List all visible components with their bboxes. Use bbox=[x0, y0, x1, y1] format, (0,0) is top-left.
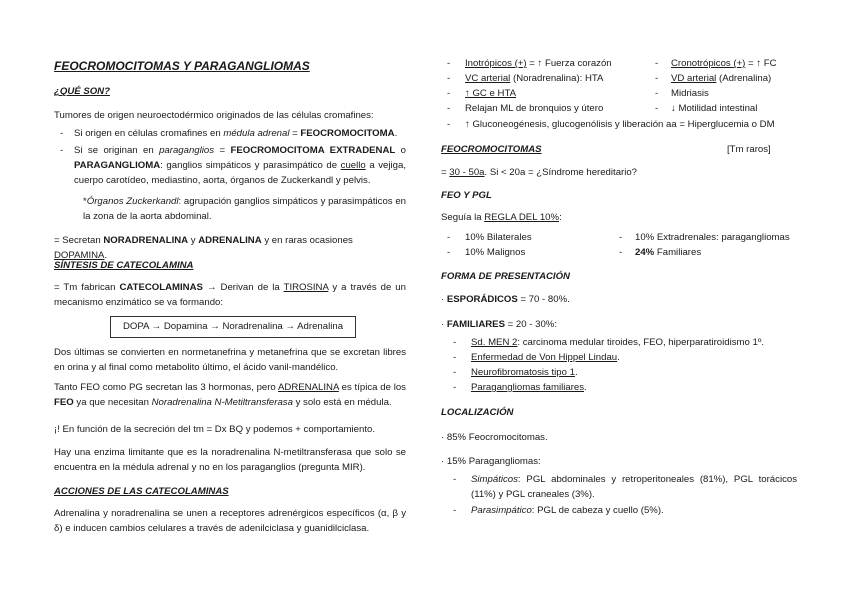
heading-forma-presentacion: FORMA DE PRESENTACIÓN bbox=[441, 271, 570, 282]
loc-feocromocitomas: · 85% Feocromocitomas. bbox=[441, 432, 548, 443]
heading-localizacion: LOCALIZACIÓN bbox=[441, 407, 514, 418]
heading-acciones: ACCIONES DE LAS CATECOLAMINAS bbox=[54, 486, 229, 497]
familiar-von-hippel: Enfermedad de Von Hippel Lindau. bbox=[471, 352, 620, 363]
bullet-dash: - bbox=[60, 128, 64, 139]
bullet-dash: - bbox=[447, 232, 451, 243]
esporadicos-text: · ESPORÁDICOS = 70 - 80%. bbox=[441, 294, 570, 305]
regla-bilaterales: 10% Bilaterales bbox=[465, 232, 532, 243]
document-title: FEOCROMOCITOMAS Y PARAGANGLIOMAS bbox=[54, 59, 310, 73]
bullet-dash: - bbox=[453, 367, 457, 378]
parasimpatico-text: Parasimpático: PGL de cabeza y cuello (5%). bbox=[471, 505, 664, 516]
paragraph-funcion: ¡! En función de la secreción del tm = Dx BQ y podemos + comportamiento. bbox=[54, 424, 376, 435]
bullet-dash: - bbox=[619, 247, 623, 258]
bullet-dash: - bbox=[655, 58, 659, 69]
edad-text: = 30 - 50a. Si < 20a = ¿Síndrome hereditario? bbox=[441, 167, 638, 178]
bullet-dash: - bbox=[453, 352, 457, 363]
bullet-paraganglioma bbox=[54, 144, 406, 189]
action-motilidad: ↓ Motilidad intestinal bbox=[671, 103, 758, 114]
familiar-men2: Sd. MEN 2: carcinoma medular tiroides, FEO, hiperparatiroidismo 1º. bbox=[471, 337, 765, 348]
simpaticos-text: Simpáticos: PGL abdominales y retroperitoneales (81%), PGL torácicos (11%) y PGL craneales (3%). bbox=[471, 474, 797, 500]
bullet-dash: - bbox=[655, 103, 659, 114]
familiar-nf1: Neurofibromatosis tipo 1. bbox=[471, 367, 578, 378]
familiares-text: · FAMILIARES = 20 - 30%: bbox=[441, 319, 557, 330]
action-midriasis: Midriasis bbox=[671, 88, 709, 99]
bullet-dash: - bbox=[447, 103, 451, 114]
bullet-dash: - bbox=[619, 232, 623, 243]
action-vc-arterial: VC arterial (Noradrenalina): HTA bbox=[465, 73, 604, 84]
intro-text: Tumores de origen neuroectodérmico originados de las células cromafines: bbox=[54, 110, 374, 121]
bullet-dash: - bbox=[60, 145, 64, 156]
regla-text: Seguía la REGLA DEL 10%: bbox=[441, 212, 562, 223]
bullet-text: Si se originan en paraganglios = FEOCROMOCITOMA EXTRADENAL o PARAGANGLIOMA: ganglios simpáticos y parasimpático de cuello a vejiga, cuerpo carotídeo, mediastino, aorta, órganos de Zuckerkandl y pelvis. bbox=[74, 145, 406, 186]
bullet-dash: - bbox=[655, 73, 659, 84]
heading-que-son: ¿QUÉ SON? bbox=[54, 86, 110, 97]
bullet-dash: - bbox=[453, 474, 457, 485]
bullet-feocromocitoma bbox=[54, 127, 406, 142]
bullet-dash: - bbox=[655, 88, 659, 99]
paragraph-acciones: Adrenalina y noradrenalina se unen a receptores adrenérgicos específicos (α, β y δ) e inducen cambios celulares a través de adenilciclasa y guanidilciclasa. bbox=[54, 508, 406, 534]
bullet-dash: - bbox=[447, 119, 451, 130]
paragraph-adrenalina-feo: Tanto FEO como PG secretan las 3 hormonas, pero ADRENALINA es típica de los FEO ya que necesitan Noradrenalina N-Metiltransferasa y solo está en médula. bbox=[54, 382, 406, 408]
note-text: *Órganos Zuckerkandl: agrupación ganglios simpáticos y parasimpáticos en la zona de la aorta abdominal. bbox=[83, 196, 406, 222]
action-vd-arterial: VD arterial (Adrenalina) bbox=[671, 73, 772, 84]
bullet-dash: - bbox=[453, 337, 457, 348]
action-cronotropicos: Cronotrópicos (+) = ↑ FC bbox=[671, 58, 777, 69]
heading-feo-pgl: FEO Y PGL bbox=[441, 190, 492, 201]
bullet-dash: - bbox=[453, 505, 457, 516]
regla-malignos: 10% Malignos bbox=[465, 247, 526, 258]
bullet-dash: - bbox=[447, 58, 451, 69]
action-gluconeogenesis: ↑ Gluconeogénesis, glucogenólisis y liberación aa = Hiperglucemia o DM bbox=[465, 119, 775, 130]
action-inotropicos: Inotrópicos (+) = ↑ Fuerza corazón bbox=[465, 58, 612, 69]
synthesis-pathway-box: DOPA → Dopamina → Noradrenalina → Adrenalina bbox=[110, 316, 356, 338]
sintesis-text: = Tm fabrican CATECOLAMINAS → Derivan de la TIROSINA y a través de un mecanismo enzimático se va formando: bbox=[54, 282, 406, 308]
familiar-paragangliomas: Paragangliomas familiares. bbox=[471, 382, 587, 393]
zuckerkandl-note bbox=[54, 195, 406, 225]
action-relajan: Relajan ML de bronquios y útero bbox=[465, 103, 604, 114]
secretan-text: = Secretan NORADRENALINA y ADRENALINA y en raras ocasiones DOPAMINA. bbox=[54, 235, 353, 261]
bullet-dash: - bbox=[447, 247, 451, 258]
loc-paragangliomas: · 15% Paragangliomas: bbox=[441, 456, 541, 467]
bullet-text: Si origen en células cromafines en médula adrenal = FEOCROMOCITOMA. bbox=[74, 128, 398, 139]
bullet-dash: - bbox=[447, 73, 451, 84]
paragraph-enzima: Hay una enzima limitante que es la noradrenalina N-metiltransferasa que solo se encuentra en la médula adrenal y no en los paraganglios (pregunta MIR). bbox=[54, 447, 406, 473]
bullet-dash: - bbox=[453, 382, 457, 393]
regla-extradrenales: 10% Extradrenales: paragangliomas bbox=[635, 232, 790, 243]
regla-familiares: 24% Familiares bbox=[635, 247, 702, 258]
heading-sintesis: SÍNTESIS DE CATECOLAMINA bbox=[54, 260, 194, 271]
paragraph-metabolitos: Dos últimas se convierten en normetanefrina y metanefrina que se excretan libres en orina y al final como metabolito último, el ácido vanil-mandélico. bbox=[54, 347, 406, 373]
bullet-dash: - bbox=[447, 88, 451, 99]
action-gc-hta: ↑ GC e HTA bbox=[465, 88, 516, 99]
tm-raros-label: [Tm raros] bbox=[727, 144, 771, 155]
heading-feocromocitomas: FEOCROMOCITOMAS bbox=[441, 144, 542, 155]
